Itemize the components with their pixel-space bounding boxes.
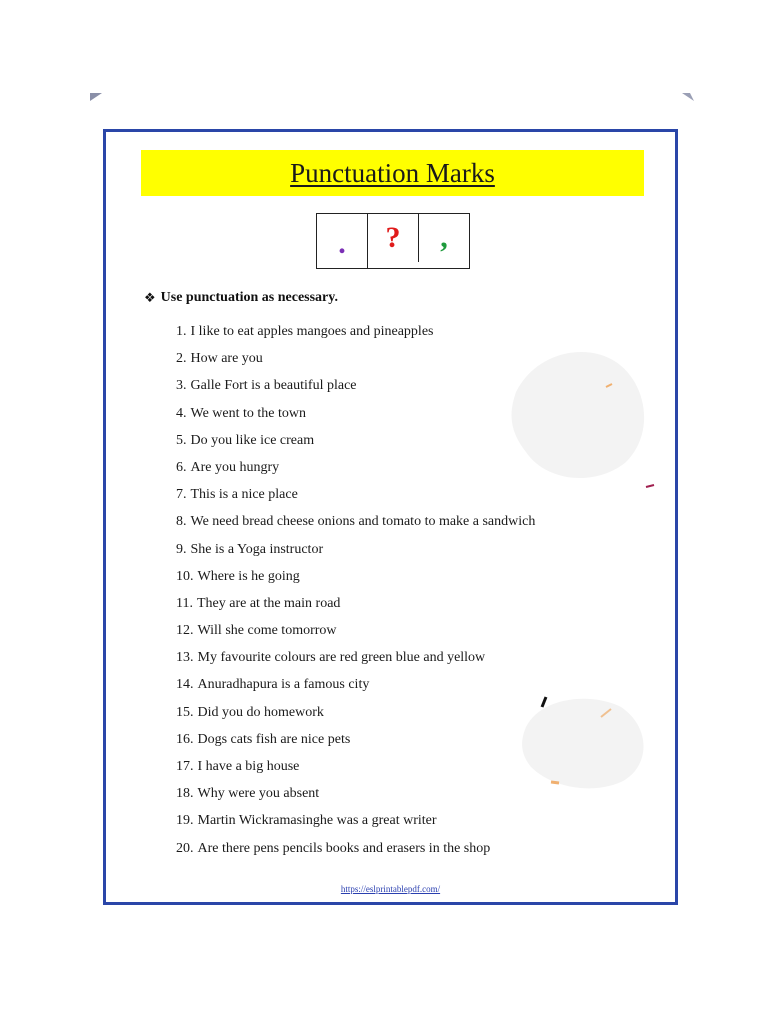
item-number: 6. (176, 459, 187, 475)
sentence-text: I like to eat apples mangoes and pineapples (190, 324, 434, 339)
list-item (176, 318, 535, 345)
item-number: 11. (176, 595, 193, 611)
sentence-text: My favourite colours are red green blue and yellow (197, 650, 486, 666)
sentence-text: Where is he going (197, 568, 300, 584)
worksheet-title: Punctuation Marks (290, 157, 495, 188)
list-item (176, 508, 535, 535)
period-mark: . (317, 214, 368, 268)
item-number: 9. (176, 541, 187, 557)
title-banner (141, 150, 644, 196)
list-item (176, 454, 535, 481)
worksheet (103, 129, 678, 905)
sentence-text: We need bread cheese onions and tomato to make a sandwich (190, 514, 536, 530)
item-number: 18. (176, 786, 194, 802)
source-link[interactable]: https://eslprintablepdf.com/ (340, 884, 441, 894)
sentence-text: Martin Wickramasinghe was a great writer (197, 813, 437, 829)
list-item (176, 807, 535, 834)
list-item (176, 726, 535, 753)
item-number: 10. (176, 568, 194, 584)
sentence-text: Did you do homework (197, 704, 324, 720)
item-number: 19. (176, 813, 194, 829)
item-number: 14. (176, 677, 194, 693)
diamond-bullet-icon: ❖ (144, 290, 156, 305)
corner-fold-icon (90, 93, 102, 101)
sentence-text: Are there pens pencils books and erasers in the shop (197, 840, 491, 856)
list-item (176, 372, 535, 399)
item-number: 17. (176, 759, 194, 774)
sentence-text: Anuradhapura is a famous city (197, 677, 370, 693)
item-number: 12. (176, 623, 194, 639)
instruction-text: Use punctuation as necessary. (160, 290, 339, 305)
item-number: 16. (176, 731, 194, 747)
list-item (176, 699, 535, 726)
sentence-text: We went to the town (190, 405, 307, 421)
item-number: 1. (176, 324, 187, 339)
item-number: 13. (176, 650, 194, 666)
list-item (176, 400, 535, 427)
list-item (176, 590, 535, 617)
sentence-text: I have a big house (197, 759, 300, 774)
list-item (176, 780, 535, 807)
sentence-text: Do you like ice cream (190, 432, 315, 448)
sentence-text: Dogs cats fish are nice pets (197, 731, 351, 747)
sentence-text: How are you (190, 351, 263, 367)
sentence-text: Galle Fort is a beautiful place (190, 378, 357, 394)
punctuation-marks-table (316, 213, 470, 269)
list-item (176, 427, 535, 454)
sentence-text: Why were you absent (197, 786, 320, 802)
question-mark: ? (368, 214, 419, 262)
item-number: 4. (176, 405, 187, 421)
item-number: 8. (176, 514, 187, 530)
list-item (176, 835, 535, 862)
list-item (176, 345, 535, 372)
sentence-text: This is a nice place (190, 487, 298, 503)
item-number: 20. (176, 840, 194, 856)
list-item (176, 753, 535, 780)
list-item (176, 671, 535, 698)
item-number: 7. (176, 487, 187, 503)
corner-fold-icon (682, 93, 694, 101)
comma-mark: , (440, 221, 448, 254)
item-number: 3. (176, 378, 187, 394)
list-item (176, 563, 535, 590)
sentence-text: They are at the main road (196, 595, 341, 611)
sentence-text: Are you hungry (190, 459, 280, 475)
item-number: 15. (176, 704, 194, 720)
item-number: 2. (176, 351, 187, 367)
list-item (176, 481, 535, 508)
sentence-text: Will she come tomorrow (197, 623, 337, 639)
sentence-list (176, 318, 535, 862)
list-item (176, 644, 535, 671)
item-number: 5. (176, 432, 187, 448)
list-item (176, 617, 535, 644)
sentence-text: She is a Yoga instructor (190, 541, 324, 557)
list-item (176, 536, 535, 563)
instruction (144, 290, 338, 306)
